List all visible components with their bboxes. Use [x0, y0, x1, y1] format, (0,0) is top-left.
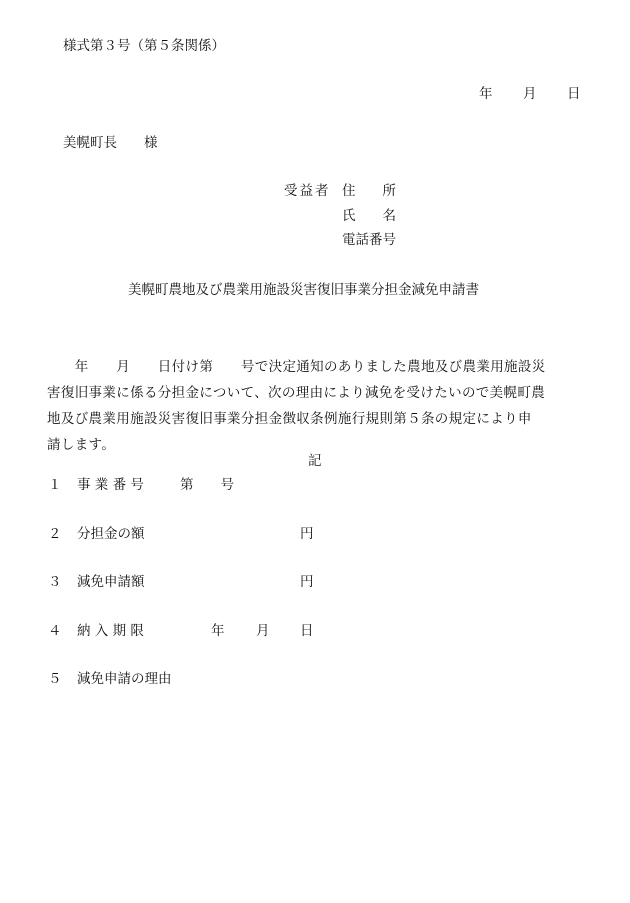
item-value: 円 [300, 526, 314, 542]
date-day-label: 日 [567, 86, 581, 102]
item-day: 日 [300, 623, 314, 639]
phone-label: 電話番号 [342, 232, 396, 248]
date-month-label: 月 [523, 86, 537, 102]
item-label: 事 業 番 号 [77, 477, 144, 493]
body-line: 請します。 [47, 437, 116, 453]
item-value: 第 号 [180, 477, 234, 493]
body-line: 年 月 日付け第 号で決定通知のありました農地及び農業用施設災 [47, 359, 546, 375]
item-number: ２ [48, 526, 62, 542]
item-value: 円 [300, 574, 314, 590]
item-label: 減免申請額 [77, 574, 145, 590]
document-title: 美幌町農地及び農業用施設災害復旧事業分担金減免申請書 [128, 282, 479, 298]
item-number: ３ [48, 574, 62, 590]
item-number: ５ [48, 671, 62, 687]
item-month: 月 [256, 623, 270, 639]
body-line: 地及び農業用施設災害復旧事業分担金徴収条例施行規則第５条の規定により申 [47, 411, 532, 427]
item-label: 納 入 期 限 [77, 623, 144, 639]
applicant-label: 受益者 [284, 183, 331, 199]
item-label: 分担金の額 [77, 526, 145, 542]
item-year: 年 [211, 623, 225, 639]
ki-heading: 記 [308, 453, 322, 469]
item-label: 減免申請の理由 [77, 671, 172, 687]
name-label: 氏 名 [342, 208, 396, 224]
date-year-label: 年 [479, 86, 493, 102]
addressee: 美幌町長 様 [63, 135, 158, 151]
body-line: 害復旧事業に係る分担金について、次の理由により減免を受けたいので美幌町農 [47, 385, 546, 401]
body-text [47, 354, 585, 458]
form-number: 様式第３号（第５条関係） [63, 38, 225, 54]
address-label: 住 所 [342, 183, 396, 199]
item-number: ４ [48, 623, 62, 639]
item-number: １ [48, 477, 62, 493]
